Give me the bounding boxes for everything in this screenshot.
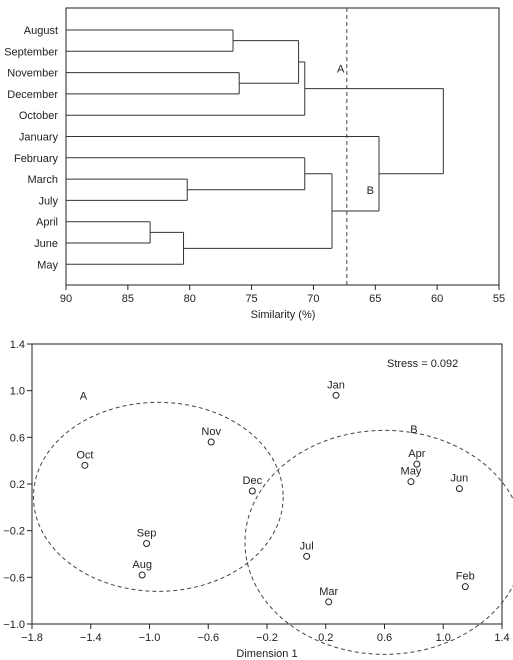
dendrogram-group-label-a: A [336,63,345,76]
leaf-label-june: June [34,238,58,250]
point-label-nov: Nov [201,426,221,438]
leaf-label-january: January [18,131,58,144]
point-label-feb: Feb [455,570,475,583]
point-oct [82,462,88,468]
x-tick-label: −1.4 [79,632,102,644]
point-aug [139,572,145,578]
mds-panel [3,339,513,660]
y-tick-label: 0.6 [9,432,25,445]
leaf-label-september: September [4,46,58,59]
point-may [408,479,414,485]
x-tick-label: 1.4 [494,632,510,644]
y-tick-label: −0.6 [3,572,25,585]
x-tick-label-85: 85 [121,293,134,305]
mds-points [76,379,474,604]
dendrogram-tree [66,8,443,285]
point-label-jul: Jul [299,540,314,553]
group-label-a: A [79,390,88,403]
dendrogram-x-axis-title: Similarity (%) [250,309,316,321]
x-tick-label: −0.6 [197,632,220,644]
mds-group-outlines [33,390,513,654]
y-tick-label: 0.2 [9,479,25,491]
leaf-label-march: March [27,174,58,187]
point-label-jun: Jun [450,472,469,485]
leaf-label-november: November [7,67,58,80]
y-tick-label: −1.0 [3,619,25,631]
leaf-label-may: May [37,259,58,272]
x-tick-label-80: 80 [183,293,196,305]
x-tick-label-55: 55 [492,293,506,305]
x-tick-label: 1.0 [435,632,451,644]
group-outline-a [33,402,283,591]
dendrogram-leaf-labels [4,25,58,271]
point-label-oct: Oct [76,449,94,462]
point-feb [462,584,468,590]
point-label-sep: Sep [136,527,157,540]
point-label-apr: Apr [408,448,426,461]
mds-axes [3,339,509,644]
mds-x-axis-title: Dimension 1 [236,648,298,660]
x-tick-label-60: 60 [431,293,444,305]
x-tick-label-65: 65 [369,293,382,305]
leaf-label-april: April [35,216,58,229]
point-mar [326,599,332,605]
x-tick-label-75: 75 [245,293,258,305]
leaf-label-december: December [7,88,58,101]
point-jul [304,553,310,559]
point-sep [144,541,150,547]
point-dec [249,488,255,494]
dendrogram-x-axis [60,285,505,305]
leaf-label-august: August [23,25,58,37]
dendrogram-panel [4,8,505,321]
point-label-mar: Mar [319,585,339,598]
dendrogram-group-label-b: B [366,184,375,197]
leaf-label-october: October [18,110,58,123]
y-tick-label: −0.2 [3,525,25,538]
x-tick-label: 0.6 [376,632,393,644]
x-tick-label: −1.8 [21,632,43,644]
group-outline-b [242,430,513,654]
x-tick-label: −0.2 [256,632,278,644]
point-label-jan: Jan [327,379,345,392]
point-label-may: May [400,465,422,478]
x-tick-label-90: 90 [59,293,73,305]
y-tick-label: 1.0 [9,385,25,398]
group-label-b: B [410,424,418,437]
stress-annotation: Stress = 0.092 [387,358,459,370]
point-nov [208,439,214,445]
y-tick-label: 1.4 [9,339,25,351]
point-jan [333,392,339,398]
point-label-aug: Aug [132,559,152,571]
x-tick-label: 0.2 [318,632,334,644]
point-label-dec: Dec [242,475,263,487]
leaf-label-february: February [13,152,58,165]
x-tick-label: −1.0 [138,632,161,644]
leaf-label-july: July [38,195,58,208]
mds-frame [32,344,502,624]
point-jun [456,486,462,492]
x-tick-label-70: 70 [307,293,320,305]
